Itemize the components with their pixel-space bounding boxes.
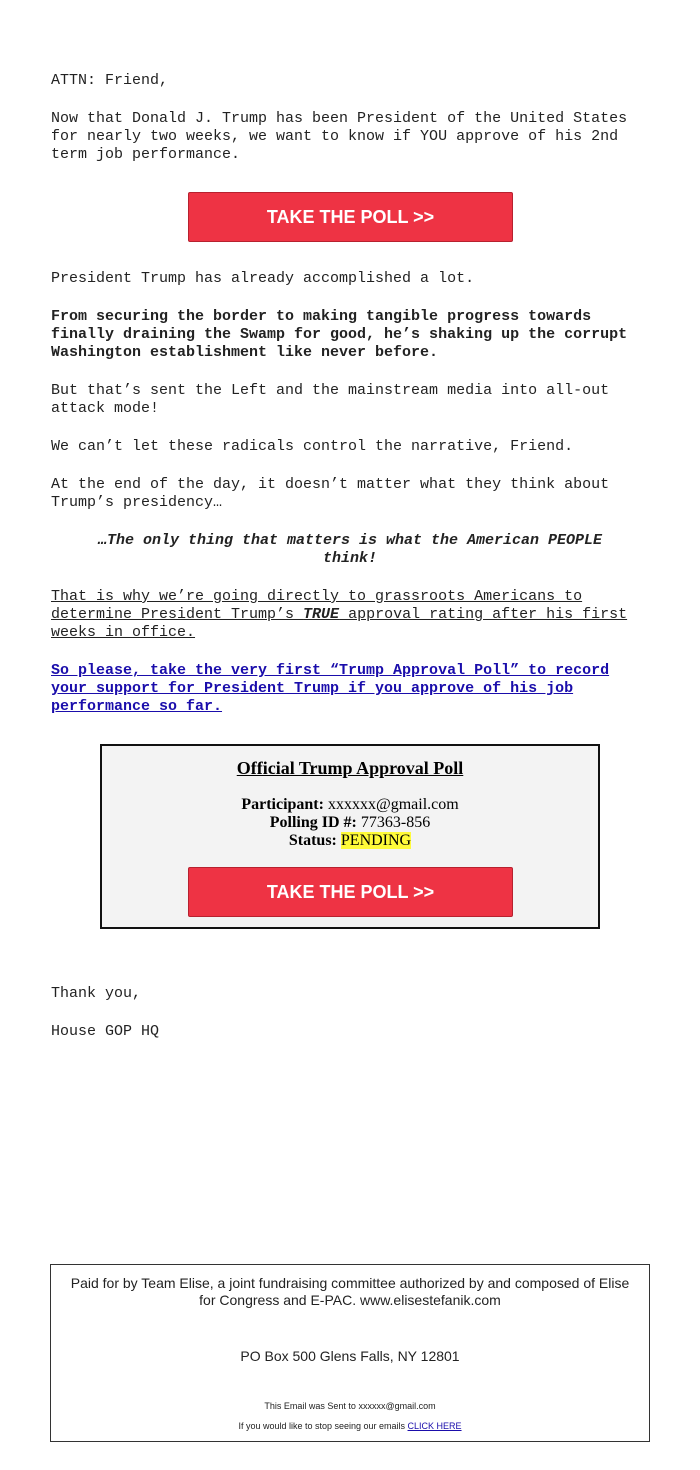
participant-label: Participant:: [241, 796, 324, 813]
thanks-text: Thank you,: [51, 985, 142, 1002]
grassroots-paragraph: [51, 588, 651, 642]
footer-box: [50, 1264, 650, 1442]
quote-paragraph: …The only thing that matters is what the American PEOPLE think!: [97, 532, 603, 567]
unsubscribe-link[interactable]: CLICK HERE: [407, 1421, 462, 1431]
status-label: Status:: [288, 832, 337, 849]
unsubscribe-text: If you would like to stop seeing our emails: [238, 1421, 408, 1431]
grassroots-text-before: That is why we’re going directly to grassroots Americans to determine President Trump’s: [51, 588, 583, 623]
take-poll-button-top[interactable]: TAKE THE POLL >>: [188, 192, 513, 242]
intro-paragraph: Now that Donald J. Trump has been President of the United States for nearly two weeks, we want to know if YOU approve of his 2nd term job performance.: [51, 110, 628, 163]
unsubscribe-line: [51, 1421, 649, 1431]
greeting: ATTN: Friend,: [51, 72, 169, 89]
grassroots-text-after: approval rating after his first weeks in office.: [51, 606, 628, 641]
paid-for-text: Paid for by Team Elise, a joint fundraising committee authorized by and composed of Elise for Congress and E-PAC. www.elisestefanik.com: [70, 1275, 630, 1308]
polling-id-line: [102, 814, 598, 832]
attack-mode-paragraph: But that’s sent the Left and the mainstream media into all-out attack mode!: [51, 382, 610, 417]
participant-value: xxxxxx@gmail.com: [327, 796, 459, 813]
radicals-paragraph: We can’t let these radicals control the narrative, Friend.: [51, 438, 574, 455]
participant-line: [102, 796, 598, 814]
polling-id-value: 77363-856: [360, 814, 431, 831]
take-poll-button-box[interactable]: TAKE THE POLL >>: [188, 867, 513, 917]
address-text: PO Box 500 Glens Falls, NY 12801: [240, 1348, 460, 1364]
accomplished-paragraph: President Trump has already accomplished a lot.: [51, 270, 475, 287]
end-of-day-paragraph: At the end of the day, it doesn’t matter what they think about Trump’s presidency…: [51, 476, 610, 511]
sent-to-text: This Email was Sent to xxxxxx@gmail.com: [264, 1401, 436, 1411]
poll-title: Official Trump Approval Poll: [236, 758, 464, 778]
poll-link-paragraph: [51, 662, 651, 716]
true-emphasis: TRUE: [303, 606, 340, 623]
poll-link[interactable]: So please, take the very first “Trump Approval Poll” to record your support for President Trump if you approve of his job performance so far.: [51, 662, 610, 715]
signature-text: House GOP HQ: [51, 1023, 160, 1040]
status-badge: PENDING: [340, 832, 412, 849]
polling-id-label: Polling ID #:: [269, 814, 357, 831]
status-line: [102, 832, 598, 850]
border-paragraph: From securing the border to making tangible progress towards finally draining the Swamp for good, he’s shaking up the corrupt Washington establishment like never before.: [51, 308, 628, 361]
poll-box: [100, 744, 600, 929]
